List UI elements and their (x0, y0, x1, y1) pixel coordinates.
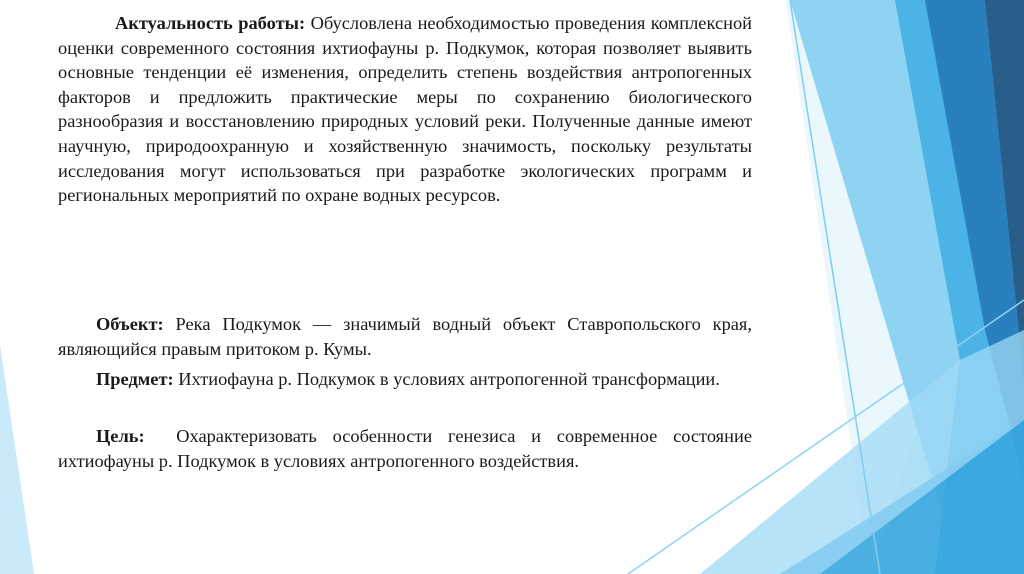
subject-paragraph (58, 367, 752, 392)
relevance-label: Актуальность работы: (115, 13, 306, 33)
goal-text: Охарактеризовать особенности генезиса и современное состояние ихтиофауны р. Подкумок в условиях антропогенного воздействия. (58, 426, 757, 471)
goal-label: Цель: (96, 426, 145, 446)
object-label: Объект: (96, 314, 164, 334)
goal-paragraph (58, 424, 757, 473)
object-paragraph (58, 312, 752, 361)
subject-label: Предмет: (96, 369, 174, 389)
object-text: Река Подкумок — значимый водный объект Ставропольского края, являющийся правым притоком р. Кумы. (58, 314, 752, 359)
relevance-text: Обусловлена необходимостью проведения комплексной оценки современного состояния ихтиофауны р. Подкумок, которая позволяет выявить основные тенденции её изменения, определить степень воздействия антропогенных факторов и предложить практические меры по сохранению биологического разнообразия и восстановлению природных условий реки. Полученные данные имеют научную, природоохранную и хозяйственную значимость, поскольку результаты исследования могут использоваться при разработке экологических программ и региональных мероприятий по охране водных ресурсов. (58, 13, 752, 206)
left-accent-shape (0, 345, 34, 574)
subject-text: Ихтиофауна р. Подкумок в условиях антропогенной трансформации. (173, 369, 720, 389)
relevance-paragraph (58, 11, 752, 208)
